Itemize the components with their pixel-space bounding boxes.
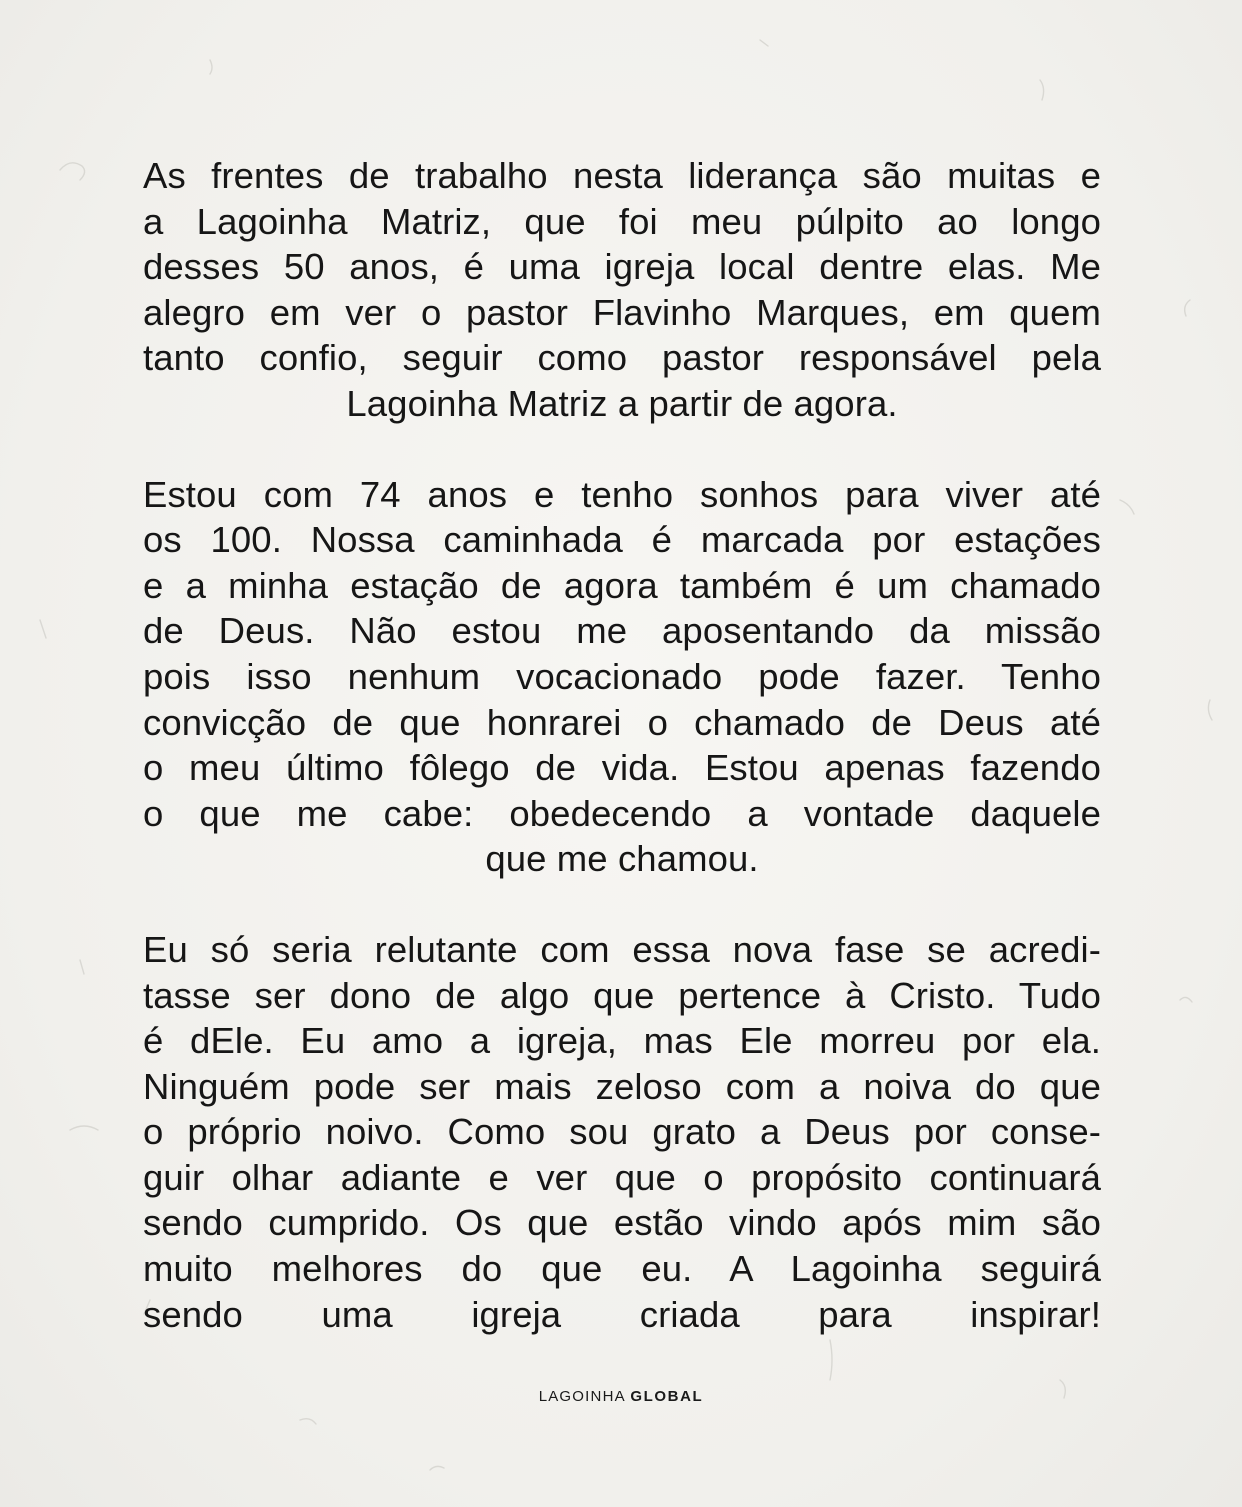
text-line: sendo cumprido. Os que estão vindo após mim são xyxy=(143,1202,1101,1244)
text-line: os 100. Nossa caminhada é marcada por estações xyxy=(143,519,1101,561)
text-line: de Deus. Não estou me aposentando da missão xyxy=(143,610,1101,652)
text-line: desses 50 anos, é uma igreja local dentre elas. Me xyxy=(143,246,1101,288)
text-line: e a minha estação de agora também é um chamado xyxy=(143,564,1101,606)
statement-text xyxy=(143,153,1101,1382)
text-line: guir olhar adiante e ver que o propósito continuará xyxy=(143,1156,1101,1198)
text-line: sendo uma igreja criada para inspirar! xyxy=(143,1293,1101,1335)
text-line: muito melhores do que eu. A Lagoinha seguirá xyxy=(143,1248,1101,1290)
text-line: alegro em ver o pastor Flavinho Marques, em quem xyxy=(143,291,1101,333)
text-line: é dEle. Eu amo a igreja, mas Ele morreu por ela. xyxy=(143,1020,1101,1062)
paragraph-1 xyxy=(143,153,1101,427)
text-line: As frentes de trabalho nesta liderança são muitas e xyxy=(143,155,1101,196)
text-line: Ninguém pode ser mais zeloso com a noiva do que xyxy=(143,1065,1101,1107)
brand-logo-light: LAGOINHA xyxy=(538,1388,625,1405)
text-line: Estou com 74 anos e tenho sonhos para viver até xyxy=(143,473,1101,515)
text-line: o próprio noivo. Como sou grato a Deus por conse- xyxy=(143,1111,1101,1153)
text-line: tanto confio, seguir como pastor responsável pela xyxy=(143,337,1101,379)
text-line: convicção de que honrarei o chamado de Deus até xyxy=(143,701,1101,743)
text-line: que me chamou. xyxy=(485,838,759,880)
brand-logo xyxy=(0,1388,1242,1405)
paragraph-2 xyxy=(143,472,1101,882)
text-line: pois isso nenhum vocacionado pode fazer. Tenho xyxy=(143,655,1101,697)
text-line: Lagoinha Matriz a partir de agora. xyxy=(346,382,898,424)
paragraph-3 xyxy=(143,927,1101,1337)
text-line: a Lagoinha Matriz, que foi meu púlpito ao longo xyxy=(143,200,1101,242)
text-line: tasse ser dono de algo que pertence à Cristo. Tudo xyxy=(143,974,1101,1016)
brand-logo-bold: GLOBAL xyxy=(630,1388,704,1405)
text-line: o que me cabe: obedecendo a vontade daquele xyxy=(143,792,1101,834)
text-line: Eu só seria relutante com essa nova fase se acredi- xyxy=(143,928,1101,970)
text-line: o meu último fôlego de vida. Estou apenas fazendo xyxy=(143,747,1101,789)
